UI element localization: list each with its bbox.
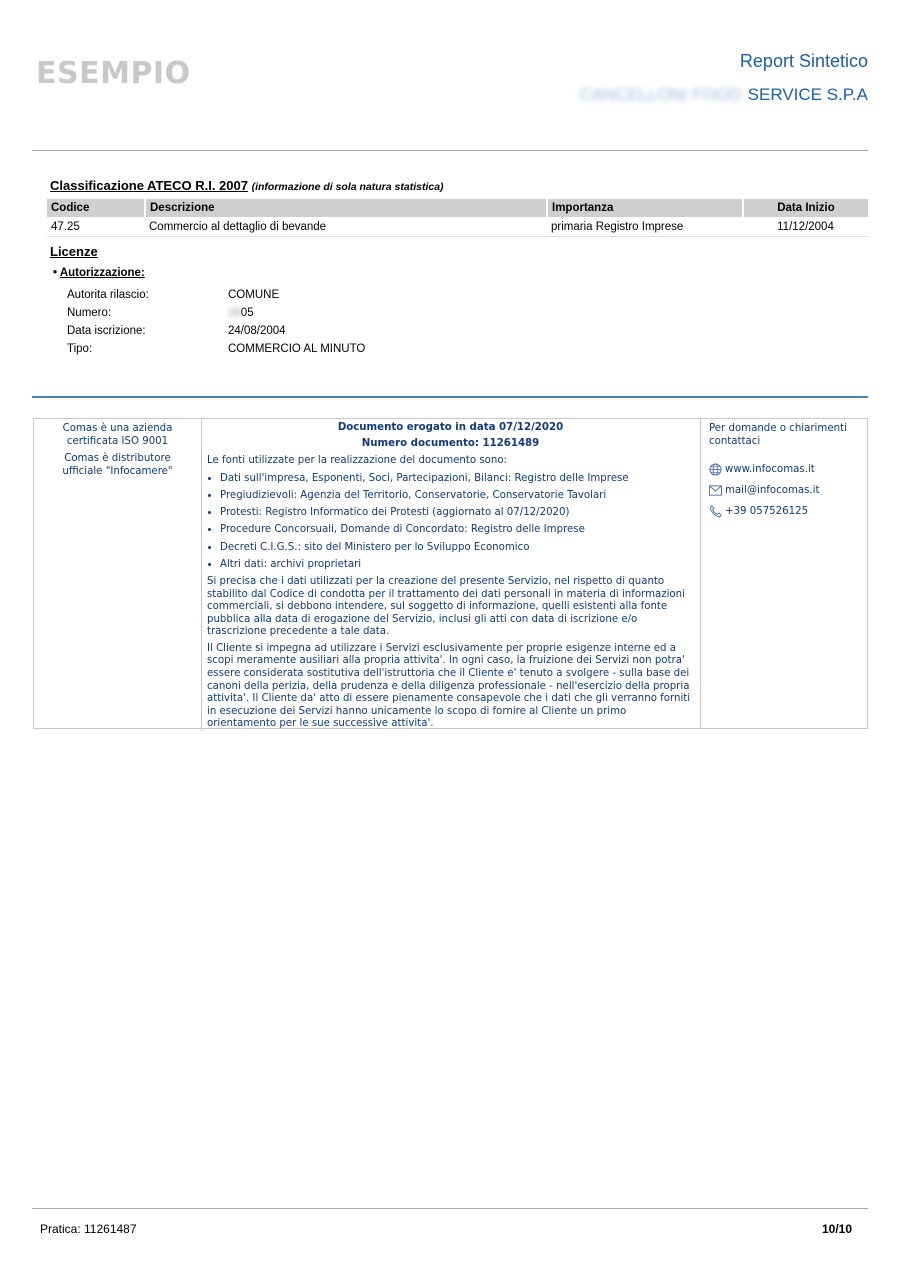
licenze-title: Licenze [50, 244, 98, 259]
field-tipo [67, 343, 365, 355]
info-box [33, 418, 868, 729]
company-name [579, 85, 868, 105]
info-left-column [34, 419, 202, 731]
col-header-codice: Codice [47, 199, 145, 217]
autorizzazione-heading [53, 267, 145, 279]
cell-codice: 47.25 [47, 217, 145, 237]
header-divider [32, 150, 868, 151]
phone-number[interactable]: +39 057526125 [725, 506, 809, 517]
ateco-section-title [50, 178, 444, 193]
list-item: • Protesti: Registro Informatico dei Protesti (aggiornato al 07/12/2020) [220, 507, 694, 520]
company-name-blurred: CANCELLONI FOOD [579, 85, 742, 104]
pratica-number: Pratica: 11261487 [40, 1222, 137, 1236]
disclaimer-paragraph-1: Si precisa che i dati utilizzati per la creazione del presente Servizio, nel rispetto di quanto stabilito dal Codice di condotta per il trattamento dei dati personali in materia di informazioni commerciali, si debbono intendere, sul soggetto di informazione, quelli esistenti alla fonte pubblica alla data di erogazione del Servizio, inclusi gli atti con data di iscrizione e/o trascrizione precedente a tale data. [207, 575, 685, 638]
list-item: • Decreti C.I.G.S.: sito del Ministero per lo Sviluppo Economico [220, 542, 694, 555]
globe-icon [709, 463, 722, 476]
ateco-header-row [47, 199, 868, 217]
col-header-descrizione: Descrizione [145, 199, 547, 217]
field-label: Tipo: [67, 343, 93, 355]
ateco-table [47, 199, 868, 237]
field-value-blurred: 18 [228, 307, 241, 319]
list-item: • Dati sull'impresa, Esponenti, Soci, Partecipazioni, Bilanci: Registro delle Imprese [220, 473, 694, 486]
field-value: 24/08/2004 [228, 325, 286, 337]
field-label: Numero: [67, 307, 112, 319]
field-data-iscrizione [67, 325, 286, 337]
cell-importanza: primaria Registro Imprese [547, 217, 743, 237]
iso-cert-text: Comas è una azienda certificata ISO 9001 [62, 423, 173, 447]
document-number: Numero documento: 11261489 [361, 437, 540, 449]
field-numero [67, 307, 254, 319]
ateco-note: (informazione di sola natura statistica) [251, 181, 444, 193]
col-header-data-inizio: Data Inizio [743, 199, 868, 217]
field-label: Data iscrizione: [67, 325, 146, 337]
table-row [47, 217, 868, 237]
bullet: • [53, 267, 58, 279]
sources-list [207, 473, 694, 572]
page-number: 10/10 [821, 1222, 852, 1236]
infocamere-text: Comas è distributore ufficiale "Infocamere" [62, 453, 173, 477]
sources-intro: Le fonti utilizzate per la realizzazione del documento sono: [207, 455, 507, 467]
contact-web[interactable] [709, 463, 861, 476]
phone-icon [709, 505, 722, 518]
info-right-column [702, 419, 868, 728]
col-header-importanza: Importanza [547, 199, 743, 217]
list-item: • Altri dati: archivi proprietari [220, 559, 694, 572]
watermark-text: ESEMPIO [36, 56, 191, 91]
company-name-visible: SERVICE S.P.A [747, 85, 868, 104]
field-value: COMMERCIO AL MINUTO [228, 343, 366, 355]
list-item: • Pregiudizievoli: Agenzia del Territorio, Conservatorie, Conservatorie Tavolari [220, 490, 694, 503]
contact-intro: Per domande o chiarimenti contattaci [709, 423, 847, 447]
report-title: Report Sintetico [739, 51, 868, 71]
cell-data-inizio: 11/12/2004 [743, 217, 868, 237]
field-autorita [67, 289, 279, 301]
field-value: 05 [240, 307, 254, 319]
contact-phone[interactable] [709, 505, 861, 518]
web-link[interactable]: www.infocomas.it [725, 464, 815, 475]
section-divider [32, 396, 868, 398]
disclaimer-paragraph-2: Il Cliente si impegna ad utilizzare i Servizi esclusivamente per proprie esigenze interne ed a scopi meramente ausiliari alla propria attivita'. In ogni caso, la fruizione dei Servizi non potra' essere considerata sostitutiva dell'istruttoria che il Cliente e' tenuto a svolgere - sulla base dei canoni della perizia, della prudenza e della diligenza professionale - nell'esercizio della propria attivita'. Il Cliente da' atto di essere pienamente consapevole che i dati che gli verranno forniti in esecuzione dei Servizi hanno unicamente lo scopo di fornire al Cliente un primo orientamento per le sue successive attivita'. [207, 642, 691, 730]
mail-link[interactable]: mail@infocomas.it [725, 485, 820, 496]
footer-divider [32, 1208, 868, 1209]
list-item: • Procedure Concorsuali, Domande di Concordato: Registro delle Imprese [220, 524, 694, 537]
contact-mail[interactable] [709, 484, 861, 497]
erogato-date: Documento erogato in data 07/12/2020 [337, 422, 564, 433]
autorizzazione-label: Autorizzazione: [59, 267, 145, 279]
cell-descrizione: Commercio al dettaglio di bevande [145, 217, 547, 237]
field-label: Autorita rilascio: [67, 289, 149, 301]
mail-icon [709, 485, 722, 496]
info-center-column [201, 419, 701, 728]
field-value: COMUNE [228, 289, 280, 301]
ateco-title-text: Classificazione ATECO R.I. 2007 [50, 178, 248, 193]
